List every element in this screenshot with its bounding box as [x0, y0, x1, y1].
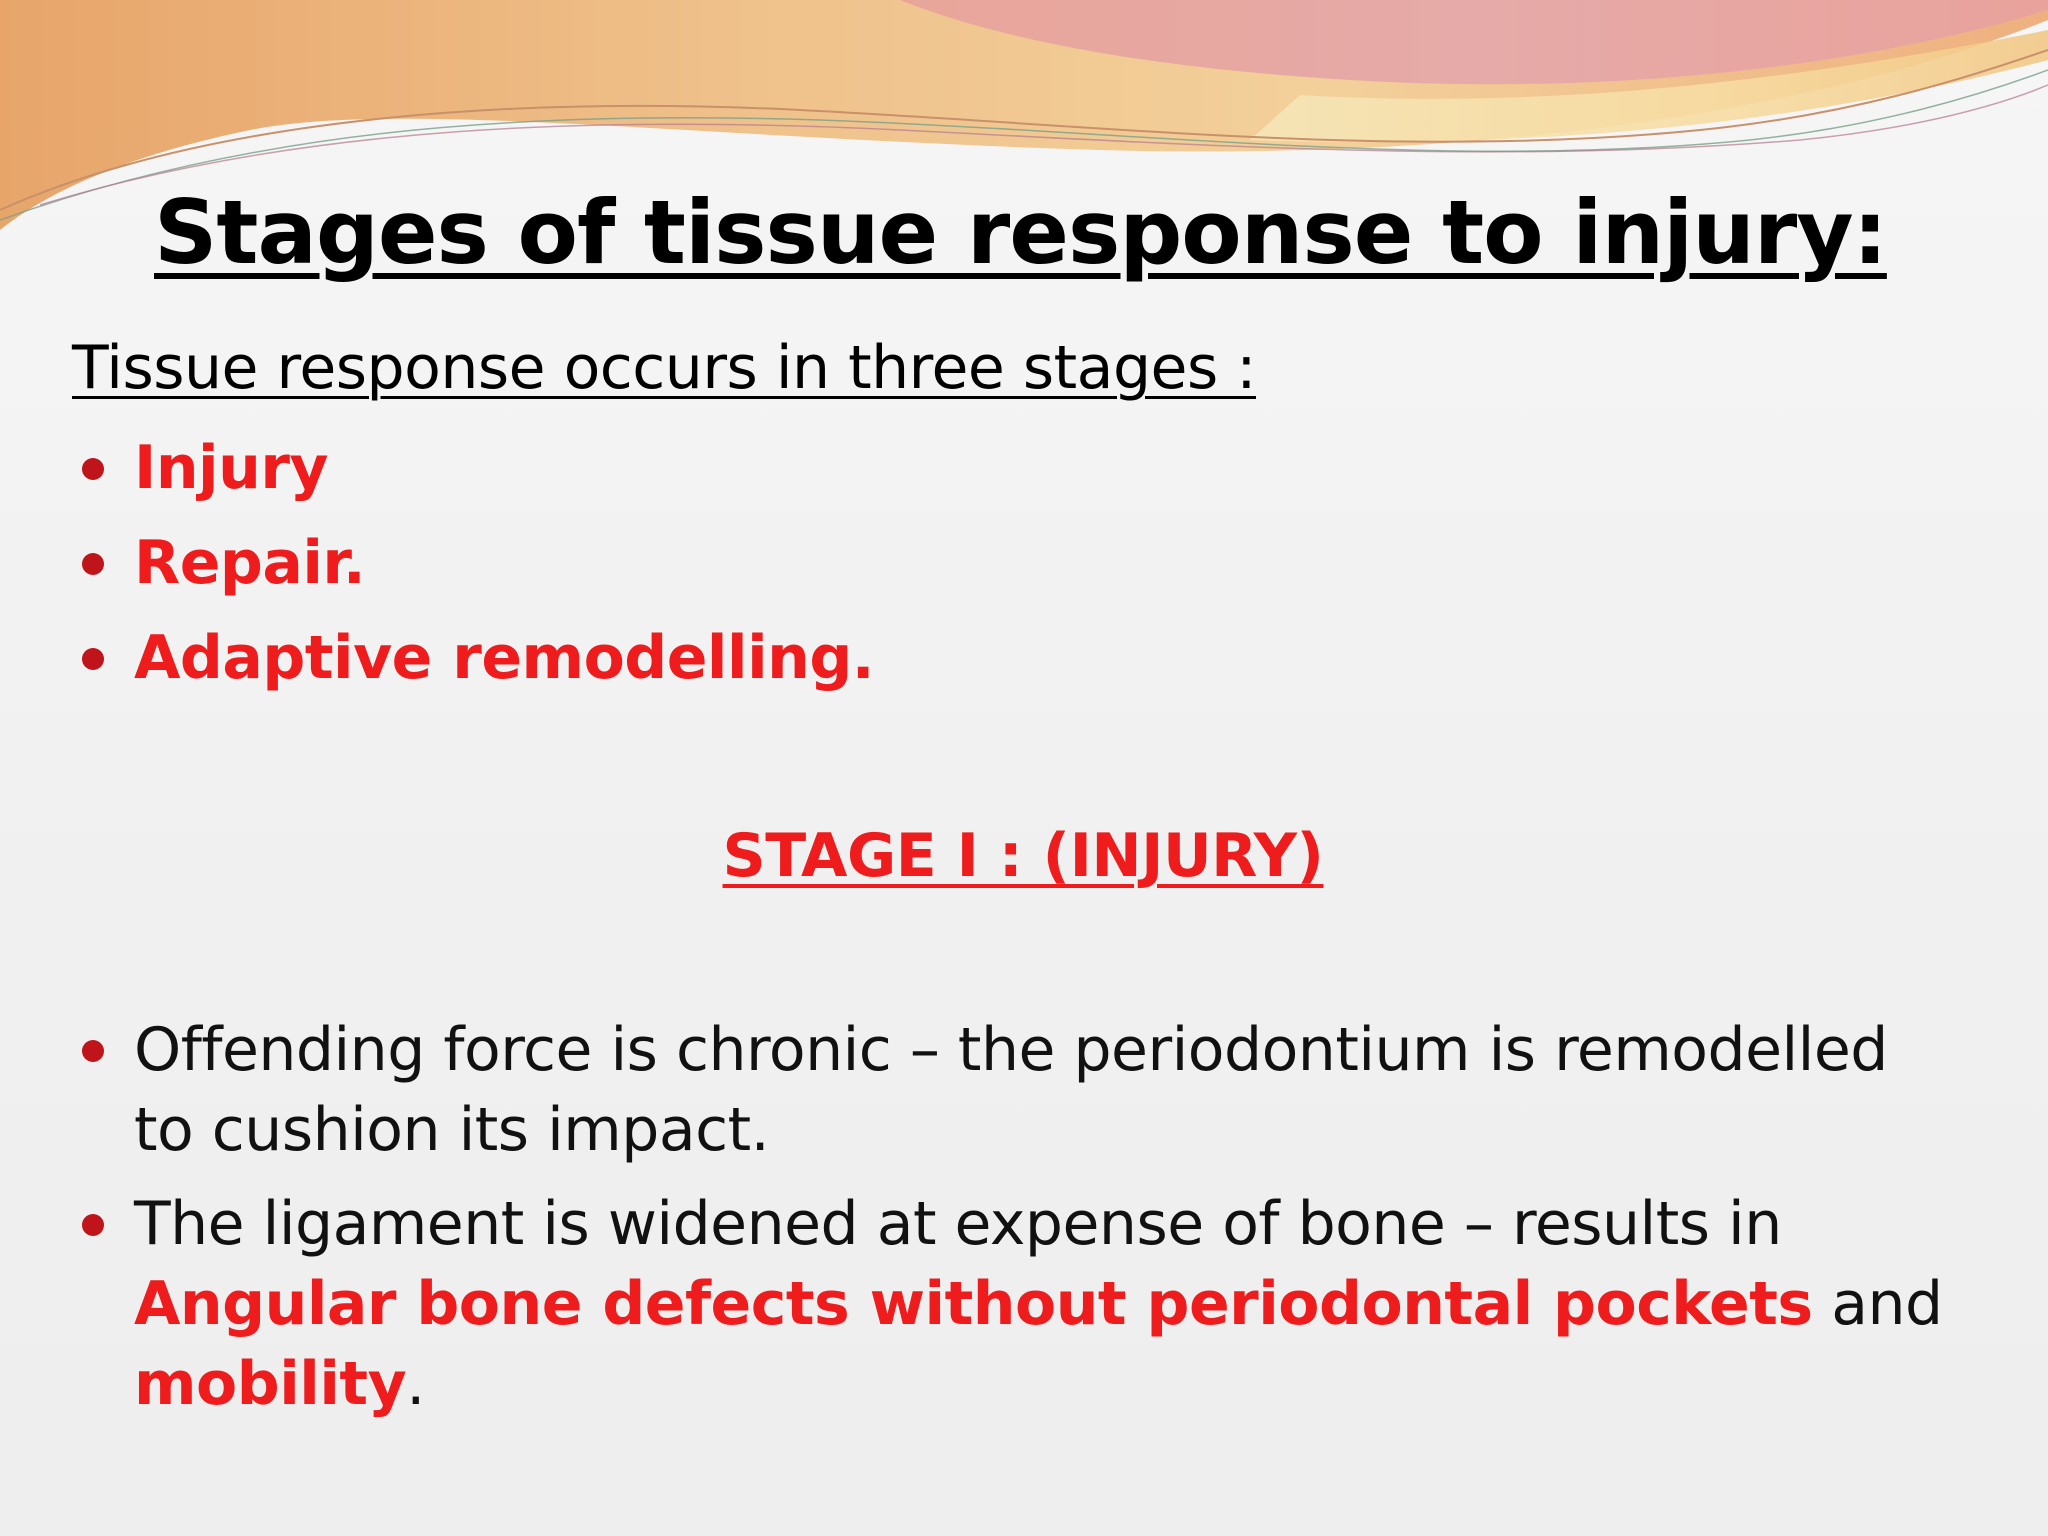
- stage-list: [72, 428, 874, 713]
- bullet-icon: [82, 648, 104, 670]
- bullet-icon: [82, 553, 104, 575]
- highlight-angular-bone-defects: Angular bone defects without periodontal pockets: [134, 1269, 1813, 1339]
- list-item: [72, 1010, 1952, 1170]
- detail-text: The ligament is widened at expense of bone – results in: [134, 1189, 1782, 1259]
- list-item: [72, 523, 874, 603]
- stage-heading-text: STAGE I : (INJURY): [722, 821, 1324, 891]
- stage-label-injury: Injury: [134, 433, 329, 503]
- stage-heading: [0, 816, 2048, 896]
- intro-text: Tissue response occurs in three stages :: [72, 333, 1256, 403]
- highlight-mobility: mobility: [134, 1349, 407, 1419]
- list-item: [72, 428, 874, 508]
- list-item: [72, 1184, 1952, 1424]
- detail-text-period: .: [406, 1349, 425, 1419]
- stage-label-repair: Repair.: [134, 528, 366, 598]
- bullet-icon: [82, 458, 104, 480]
- detail-text-connector: and: [1812, 1269, 1943, 1339]
- stage-label-adaptive-remodelling: Adaptive remodelling.: [134, 623, 875, 693]
- detail-text: Offending force is chronic – the periodontium is remodelled to cushion its impact.: [134, 1015, 1888, 1165]
- slide-title: Stages of tissue response to injury:: [154, 181, 1887, 284]
- detail-list: [72, 1010, 1952, 1438]
- bullet-icon: [82, 1214, 104, 1236]
- bullet-icon: [82, 1040, 104, 1062]
- list-item: [72, 618, 874, 698]
